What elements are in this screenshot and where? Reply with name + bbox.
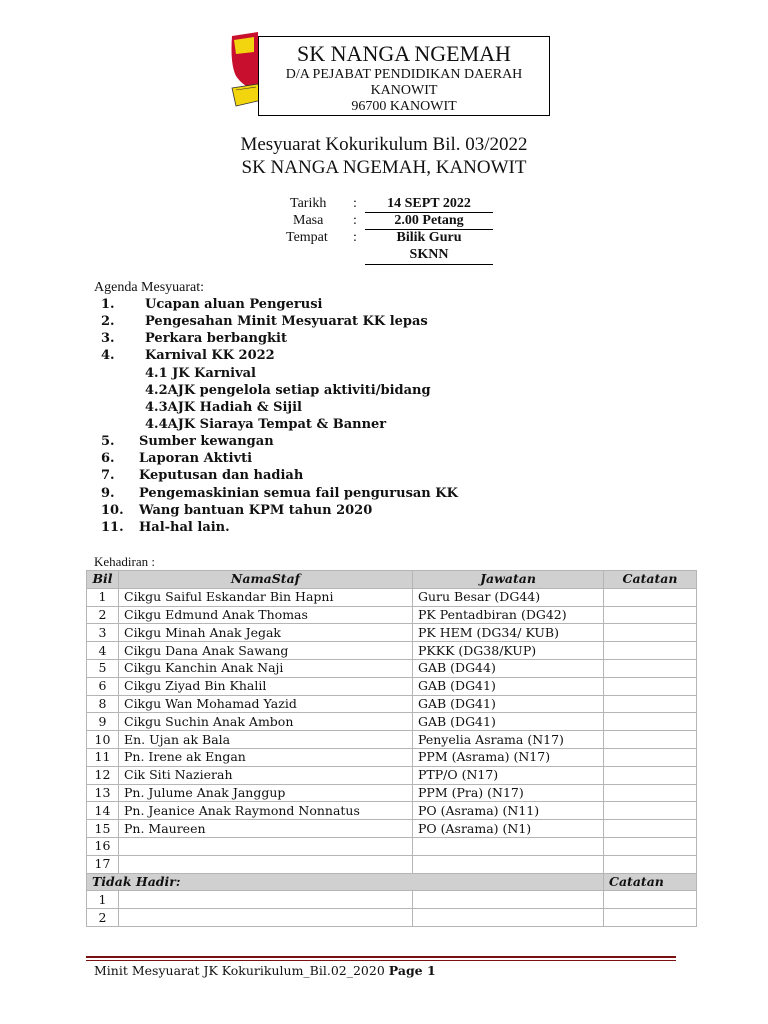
cell-jawatan: PPM (Asrama) (N17) — [413, 748, 604, 766]
agenda-item-number: 2. — [101, 314, 115, 329]
cell-catatan — [604, 855, 697, 873]
agenda-item-number: 4. — [101, 348, 115, 363]
cell-jawatan: Guru Besar (DG44) — [413, 588, 604, 606]
cell-bil: 11 — [87, 748, 119, 766]
cell-bil: 12 — [87, 766, 119, 784]
table-row — [87, 766, 697, 784]
table-row — [87, 855, 697, 873]
agenda-item-number: 6. — [101, 451, 115, 466]
table-row — [87, 713, 697, 731]
header-catatan: Catatan — [604, 571, 697, 589]
school-name: SK NANGA NGEMAH — [297, 41, 511, 66]
header-jawatan: Jawatan — [413, 571, 604, 589]
cell-jawatan — [413, 909, 604, 927]
cell-bil: 3 — [87, 624, 119, 642]
cell-nama — [119, 837, 413, 855]
cell-catatan — [604, 713, 697, 731]
table-row — [87, 820, 697, 838]
cell-jawatan: PKKK (DG38/KUP) — [413, 642, 604, 660]
cell-bil: 2 — [87, 606, 119, 624]
agenda-item-number: 11. — [101, 520, 124, 535]
cell-catatan — [604, 659, 697, 677]
cell-nama: Pn. Julume Anak Janggup — [119, 784, 413, 802]
table-row — [87, 891, 697, 909]
address-line-3: 96700 KANOWIT — [351, 99, 457, 114]
tarikh-value: 14 SEPT 2022 — [387, 196, 471, 211]
cell-nama — [119, 909, 413, 927]
cell-jawatan: PO (Asrama) (N1) — [413, 820, 604, 838]
cell-nama: Pn. Irene ak Engan — [119, 748, 413, 766]
cell-jawatan: PK HEM (DG34/ KUB) — [413, 624, 604, 642]
agenda-item-number: 9. — [101, 486, 115, 501]
cell-bil: 8 — [87, 695, 119, 713]
cell-catatan — [604, 606, 697, 624]
footer-rule-thin — [86, 960, 676, 961]
footer-text: Minit Mesyuarat JK Kokurikulum_Bil.02_2020 — [94, 963, 385, 978]
meeting-title: Mesyuarat Kokurikulum Bil. 03/2022 — [240, 134, 528, 155]
table-row — [87, 606, 697, 624]
cell-nama: Pn. Jeanice Anak Raymond Nonnatus — [119, 802, 413, 820]
school-header-box — [258, 36, 550, 116]
table-row — [87, 695, 697, 713]
cell-bil: 5 — [87, 659, 119, 677]
cell-jawatan — [413, 855, 604, 873]
cell-catatan — [604, 677, 697, 695]
cell-nama: Cikgu Minah Anak Jegak — [119, 624, 413, 642]
attendance-table — [86, 570, 697, 927]
cell-bil: 1 — [87, 891, 119, 909]
cell-nama: Cikgu Wan Mohamad Yazid — [119, 695, 413, 713]
cell-catatan — [604, 748, 697, 766]
cell-jawatan — [413, 891, 604, 909]
agenda-item-number: 3. — [101, 331, 115, 346]
header-bil: Bil — [87, 571, 119, 589]
cell-catatan — [604, 802, 697, 820]
table-row — [87, 909, 697, 927]
cell-bil: 15 — [87, 820, 119, 838]
agenda-item-number: 10. — [101, 503, 124, 518]
agenda-title: Agenda Mesyuarat: — [94, 280, 205, 295]
cell-catatan — [604, 820, 697, 838]
cell-jawatan: PK Pentadbiran (DG42) — [413, 606, 604, 624]
agenda-item-number: 5. — [101, 434, 115, 449]
cell-nama: Cik Siti Nazierah — [119, 766, 413, 784]
attendance-title: Kehadiran : — [94, 554, 156, 569]
table-row — [87, 624, 697, 642]
cell-bil: 16 — [87, 837, 119, 855]
table-row — [87, 748, 697, 766]
cell-catatan — [604, 909, 697, 927]
cell-bil: 10 — [87, 731, 119, 749]
table-row — [87, 731, 697, 749]
agenda-item-text: Pengesahan Minit Mesyuarat KK lepas — [145, 314, 428, 329]
cell-jawatan: PTP/O (N17) — [413, 766, 604, 784]
table-row — [87, 837, 697, 855]
address-line-1: D/A PEJABAT PENDIDIKAN DAERAH — [285, 67, 523, 82]
agenda-item-text: Wang bantuan KPM tahun 2020 — [139, 503, 373, 518]
cell-jawatan: PPM (Pra) (N17) — [413, 784, 604, 802]
cell-jawatan: GAB (DG41) — [413, 713, 604, 731]
agenda-item-text: Sumber kewangan — [139, 434, 274, 449]
cell-catatan — [604, 624, 697, 642]
colon: : — [353, 196, 357, 211]
agenda-item-text: Keputusan dan hadiah — [139, 468, 304, 483]
table-row — [87, 784, 697, 802]
cell-nama: Cikgu Saiful Eskandar Bin Hapni — [119, 588, 413, 606]
cell-catatan — [604, 784, 697, 802]
cell-catatan — [604, 642, 697, 660]
absent-catatan: Catatan — [604, 873, 697, 891]
agenda-subitem: 4.1 JK Karnival — [145, 366, 256, 381]
tempat-value-1: Bilik Guru — [396, 230, 462, 245]
colon: : — [353, 230, 357, 245]
agenda-item-text: Ucapan aluan Pengerusi — [145, 297, 323, 312]
agenda-item-number: 1. — [101, 297, 115, 312]
cell-catatan — [604, 766, 697, 784]
table-row — [87, 677, 697, 695]
footer-rule-thick — [86, 956, 676, 958]
absent-header-row — [87, 873, 697, 891]
cell-catatan — [604, 588, 697, 606]
cell-jawatan: GAB (DG44) — [413, 659, 604, 677]
masa-value: 2.00 Petang — [394, 213, 464, 228]
agenda-subitem: 4.4AJK Siaraya Tempat & Banner — [145, 417, 387, 432]
cell-nama: Cikgu Suchin Anak Ambon — [119, 713, 413, 731]
absent-label: Tidak Hadir: — [87, 873, 604, 891]
tempat-value-2: SKNN — [409, 247, 449, 262]
page-footer — [94, 963, 436, 978]
cell-catatan — [604, 731, 697, 749]
cell-nama: Cikgu Dana Anak Sawang — [119, 642, 413, 660]
cell-nama: Cikgu Kanchin Anak Naji — [119, 659, 413, 677]
colon: : — [353, 213, 357, 228]
agenda-item-text: Perkara berbangkit — [145, 331, 287, 346]
header-namastaf: NamaStaf — [119, 571, 413, 589]
agenda-item-number: 7. — [101, 468, 115, 483]
tarikh-label: Tarikh — [290, 196, 327, 211]
address-line-2: KANOWIT — [370, 83, 438, 98]
cell-jawatan — [413, 837, 604, 855]
agenda-subitem: 4.2AJK pengelola setiap aktiviti/bidang — [145, 383, 431, 398]
agenda-item-text: Hal-hal lain. — [139, 520, 230, 535]
cell-nama: En. Ujan ak Bala — [119, 731, 413, 749]
cell-bil: 9 — [87, 713, 119, 731]
meeting-subtitle: SK NANGA NGEMAH, KANOWIT — [241, 157, 527, 178]
cell-jawatan: GAB (DG41) — [413, 695, 604, 713]
table-row — [87, 802, 697, 820]
masa-label: Masa — [293, 213, 324, 228]
cell-bil: 1 — [87, 588, 119, 606]
cell-jawatan: GAB (DG41) — [413, 677, 604, 695]
cell-nama — [119, 855, 413, 873]
cell-nama — [119, 891, 413, 909]
agenda-item-text: Laporan Aktivti — [139, 451, 253, 466]
cell-bil: 6 — [87, 677, 119, 695]
cell-nama: Cikgu Ziyad Bin Khalil — [119, 677, 413, 695]
cell-bil: 2 — [87, 909, 119, 927]
cell-nama: Pn. Maureen — [119, 820, 413, 838]
agenda-item-text: Pengemaskinian semua fail pengurusan KK — [139, 486, 458, 501]
cell-bil: 14 — [87, 802, 119, 820]
cell-nama: Cikgu Edmund Anak Thomas — [119, 606, 413, 624]
table-row — [87, 659, 697, 677]
cell-catatan — [604, 695, 697, 713]
cell-catatan — [604, 837, 697, 855]
tempat-label: Tempat — [286, 230, 328, 245]
agenda-item-text: Karnival KK 2022 — [145, 348, 275, 363]
cell-bil: 13 — [87, 784, 119, 802]
cell-catatan — [604, 891, 697, 909]
cell-bil: 4 — [87, 642, 119, 660]
tempat-underline — [365, 264, 493, 265]
footer-page: Page 1 — [388, 963, 436, 978]
table-header-row — [87, 571, 697, 589]
attendance-body — [87, 588, 697, 926]
cell-jawatan: Penyelia Asrama (N17) — [413, 731, 604, 749]
table-row — [87, 588, 697, 606]
agenda-subitem: 4.3AJK Hadiah & Sijil — [145, 400, 302, 415]
cell-jawatan: PO (Asrama) (N11) — [413, 802, 604, 820]
cell-bil: 17 — [87, 855, 119, 873]
table-row — [87, 642, 697, 660]
